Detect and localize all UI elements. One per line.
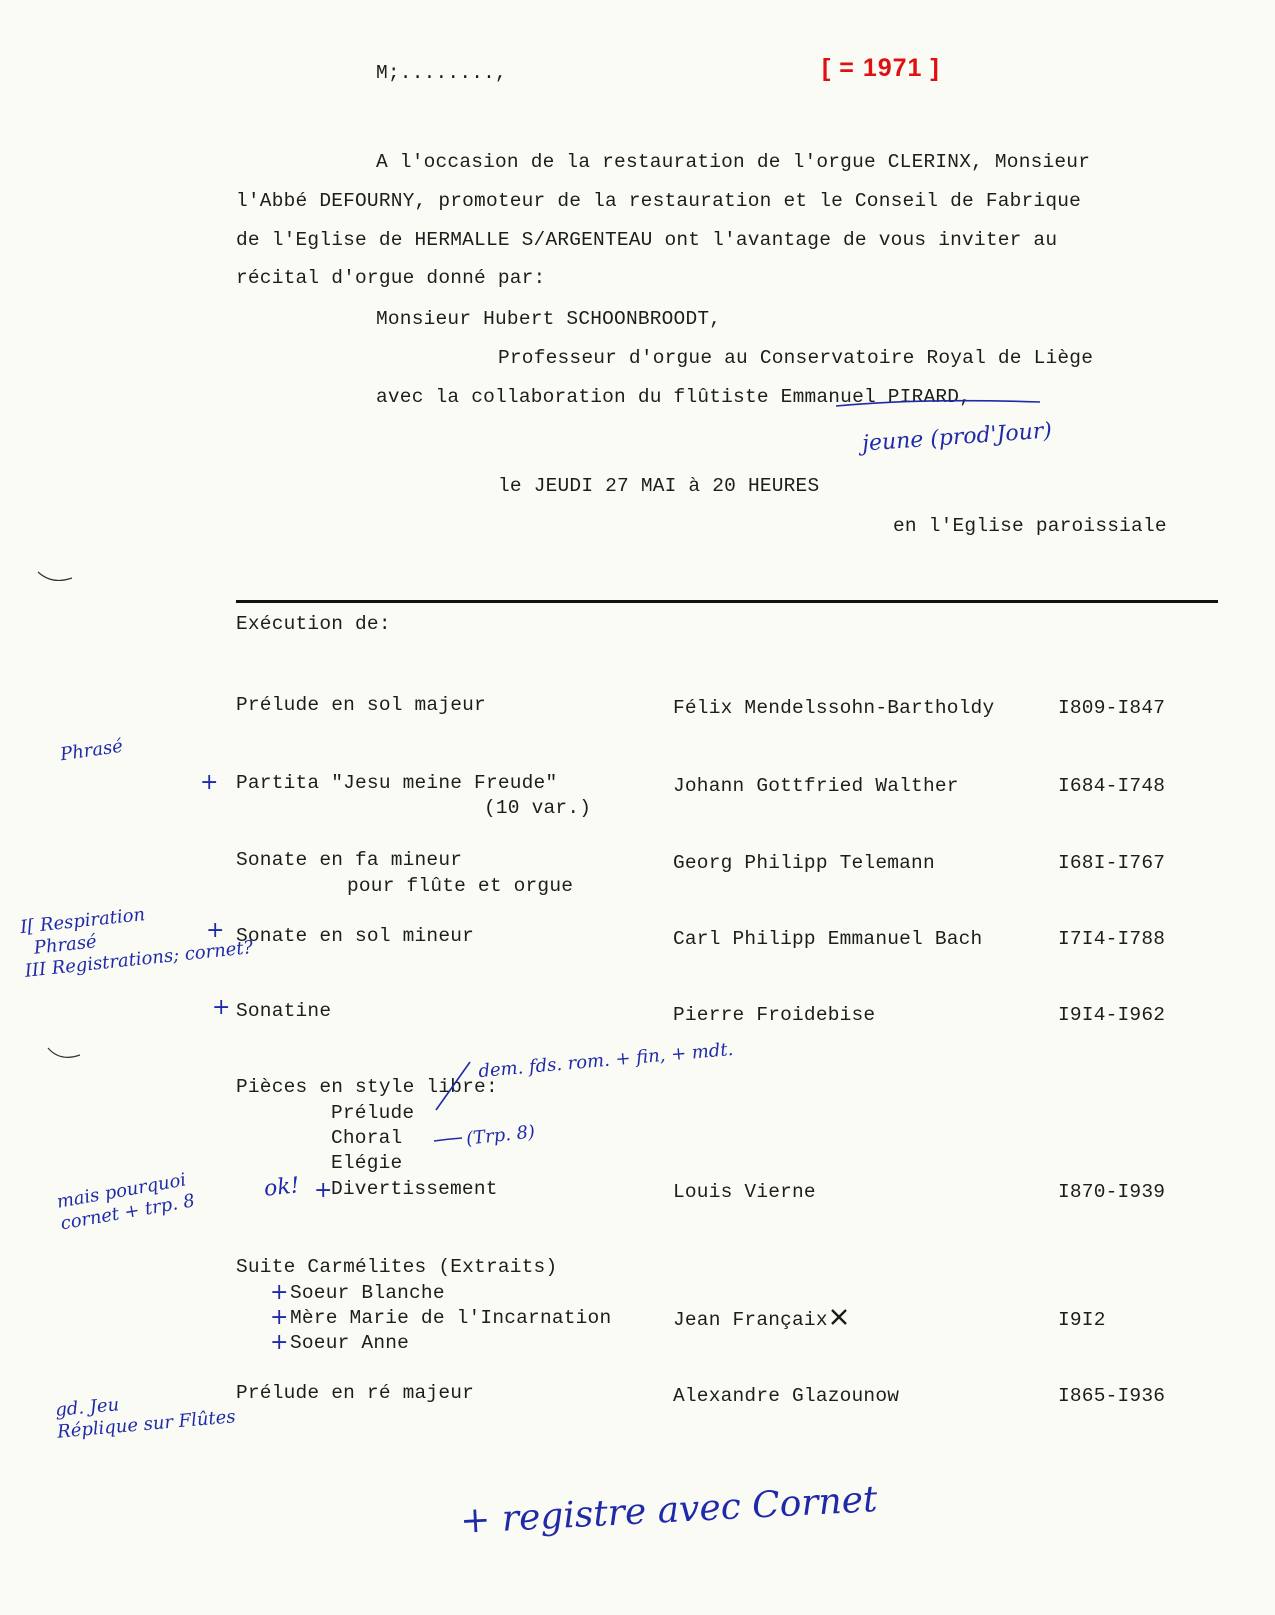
letter-line-2: l'Abbé DEFOURNY, promoteur de la restauration et le Conseil de Fabrique xyxy=(236,190,1082,212)
note-glazounow: gd. Jeu Réplique sur Flûtes xyxy=(54,1394,237,1443)
divider-rule xyxy=(236,600,1218,603)
note-ok: ok! xyxy=(262,1173,301,1202)
plus-mark: + xyxy=(314,1178,333,1203)
program-item-dates: I684-I748 xyxy=(1058,775,1166,797)
performer-name: Monsieur Hubert SCHOONBROODT, xyxy=(376,308,722,330)
program-item-dates: I68I-I767 xyxy=(1058,852,1166,874)
plus-mark: + xyxy=(206,918,225,943)
program-item-composer: Félix Mendelssohn-Bartholdy xyxy=(673,697,995,719)
note-bach: I[ Respiration Phrasé III Registrations; cornet? xyxy=(19,904,255,982)
program-item-dates: I9I2 xyxy=(1058,1309,1106,1331)
program-item-dates: I870-I939 xyxy=(1058,1181,1166,1203)
program-item-title: Sonatine xyxy=(236,1000,332,1022)
plus-mark: + xyxy=(270,1330,289,1355)
program-item-composer: Pierre Froidebise xyxy=(673,1004,876,1026)
program-item-part: Choral xyxy=(331,1127,403,1149)
concert-date: le JEUDI 27 MAI à 20 HEURES xyxy=(498,475,820,497)
collaboration-line: avec la collaboration du flûtiste Emmanuel PIRARD, xyxy=(376,386,972,408)
program-item-composer: Jean Françaix xyxy=(673,1309,828,1331)
program-heading: Exécution de: xyxy=(236,613,391,635)
letter-line-3: de l'Eglise de HERMALLE S/ARGENTEAU ont l'avantage de vous inviter au xyxy=(236,229,1058,251)
concert-venue: en l'Eglise paroissiale xyxy=(893,515,1167,537)
date-stamp: [ = 1971 ] xyxy=(822,54,940,82)
program-item-part: Elégie xyxy=(331,1152,403,1174)
note-under-pirard: jeune (prod'Jour) xyxy=(861,418,1053,457)
program-item-part: Soeur Blanche xyxy=(290,1282,445,1304)
note-above-vierne: dem. fds. rom. + fin, + mdt. xyxy=(477,1038,735,1083)
program-item-dates: I7I4-I788 xyxy=(1058,928,1166,950)
program-item-title: Pièces en style libre: xyxy=(236,1076,498,1098)
performer-title: Professeur d'orgue au Conservatoire Royal de Liège xyxy=(498,347,1094,369)
program-item-dates: I9I4-I962 xyxy=(1058,1004,1166,1026)
program-item-dates: I865-I936 xyxy=(1058,1385,1166,1407)
program-item-part: Mère Marie de l'Incarnation xyxy=(290,1307,612,1329)
program-item-title: Partita "Jesu meine Freude" xyxy=(236,772,558,794)
program-item-title: Prélude en ré majeur xyxy=(236,1382,475,1404)
note-bottom: + registre avec Cornet xyxy=(459,1479,879,1542)
program-item-part: Soeur Anne xyxy=(290,1332,410,1354)
program-item-title: Suite Carmélites (Extraits) xyxy=(236,1256,558,1278)
program-item-title: Sonate en sol mineur xyxy=(236,925,475,947)
program-item-part: Divertissement xyxy=(331,1178,498,1200)
program-item-subtitle: pour flûte et orgue xyxy=(347,875,574,897)
program-item-part: Prélude xyxy=(331,1102,415,1124)
letter-line-1: A l'occasion de la restauration de l'orgue CLERINX, Monsieur xyxy=(376,151,1091,173)
program-item-subtitle: (10 var.) xyxy=(484,797,592,819)
note-vierne-left: mais pourquoi cornet + trp. 8 xyxy=(55,1169,197,1235)
plus-mark: + xyxy=(270,1305,289,1330)
note-phrase: Phrasé xyxy=(58,735,125,766)
plus-mark: + xyxy=(270,1280,289,1305)
plus-mark: + xyxy=(212,995,231,1020)
program-item-title: Prélude en sol majeur xyxy=(236,694,486,716)
program-item-title: Sonate en fa mineur xyxy=(236,849,463,871)
program-item-dates: I809-I847 xyxy=(1058,697,1166,719)
note-choral: (Trp. 8) xyxy=(465,1121,536,1150)
salutation: M;........, xyxy=(376,62,507,84)
letter-line-4: récital d'orgue donné par: xyxy=(236,267,546,289)
program-item-composer: Alexandre Glazounow xyxy=(673,1385,900,1407)
program-item-composer: Johann Gottfried Walther xyxy=(673,775,959,797)
program-item-composer: Carl Philipp Emmanuel Bach xyxy=(673,928,983,950)
program-item-composer: Georg Philipp Telemann xyxy=(673,852,935,874)
program-item-composer: Louis Vierne xyxy=(673,1181,816,1203)
plus-mark: + xyxy=(200,770,219,795)
